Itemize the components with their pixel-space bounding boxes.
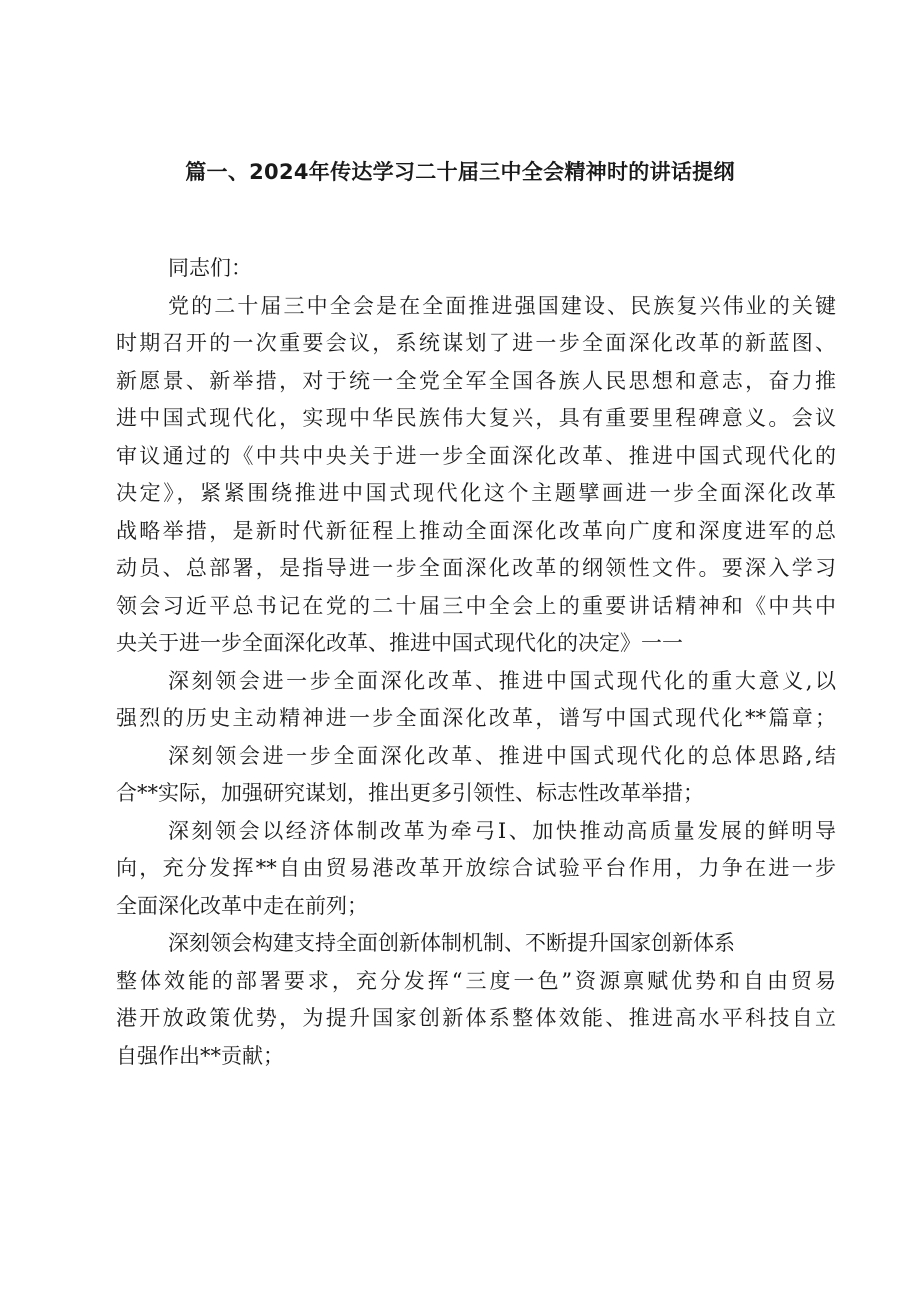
paragraph-line: 审议通过的《中共中央关于进一步全面深化改革、推进中国式现代化的	[116, 443, 836, 468]
paragraph-line: 进中国式现代化，实现中华民族伟大复兴，具有重要里程碑意义。会议	[116, 406, 836, 430]
paragraph-line: 决定》，紧紧围绕推进中国式现代化这个主题擘画进一步全面深化改革	[116, 481, 836, 505]
paragraph-line: 全面深化改革中走在前列；	[116, 893, 368, 918]
paragraph-line: 深刻领会进一步全面深化改革、推进中国式现代化的重大意义,以	[168, 668, 836, 693]
document-title: 篇一、2024年传达学习二十届三中全会精神时的讲话提纲	[185, 160, 735, 184]
paragraph-line: 深刻领会构建支持全面创新体制机制、不断提升国家创新体系	[168, 931, 735, 955]
paragraph-line: 港开放政策优势，为提升国家创新体系整体效能、推进高水平科技自立	[116, 1006, 836, 1030]
paragraph-line: 自强作出**贡献；	[116, 1043, 284, 1068]
paragraph-line: 新愿景、新举措，对于统一全党全军全国各族人民思想和意志，奋力推	[116, 368, 836, 393]
paragraph-line: 战略举措，是新时代新征程上推动全面深化改革向广度和深度进军的总	[116, 518, 836, 543]
paragraph-line: 党的二十届三中全会是在全面推进强国建设、民族复兴伟业的关键	[168, 293, 836, 318]
paragraph-line: 深刻领会进一步全面深化改革、推进中国式现代化的总体思路,结	[168, 743, 836, 768]
paragraph-line: 整体效能的部署要求，充分发挥“三度一色”资源禀赋优势和自由贸易	[116, 968, 836, 993]
paragraph-line: 时期召开的一次重要会议，系统谋划了进一步全面深化改革的新蓝图、	[116, 331, 836, 355]
paragraph-line: 深刻领会以经济体制改革为牵弓I、加快推动高质量发展的鲜明导	[168, 818, 836, 843]
salutation-line: 同志们：	[168, 256, 252, 280]
document-body	[116, 250, 836, 1075]
paragraph-line: 央关于进一步全面深化改革、推进中国式现代化的决定》一一	[116, 631, 683, 655]
paragraph-line: 强烈的历史主动精神进一步全面深化改革，谱写中国式现代化**篇章；	[116, 706, 836, 730]
paragraph-line: 动员、总部署，是指导进一步全面深化改革的纲领性文件。要深入学习	[116, 556, 836, 580]
paragraph-line: 合**实际，加强研究谋划，推出更多引领性、标志性改革举措；	[116, 781, 704, 805]
paragraph-line: 向，充分发挥**自由贸易港改革开放综合试验平台作用，力争在进一步	[116, 856, 836, 880]
paragraph-line: 领会习近平总书记在党的二十届三中全会上的重要讲话精神和《中共中	[116, 593, 836, 618]
